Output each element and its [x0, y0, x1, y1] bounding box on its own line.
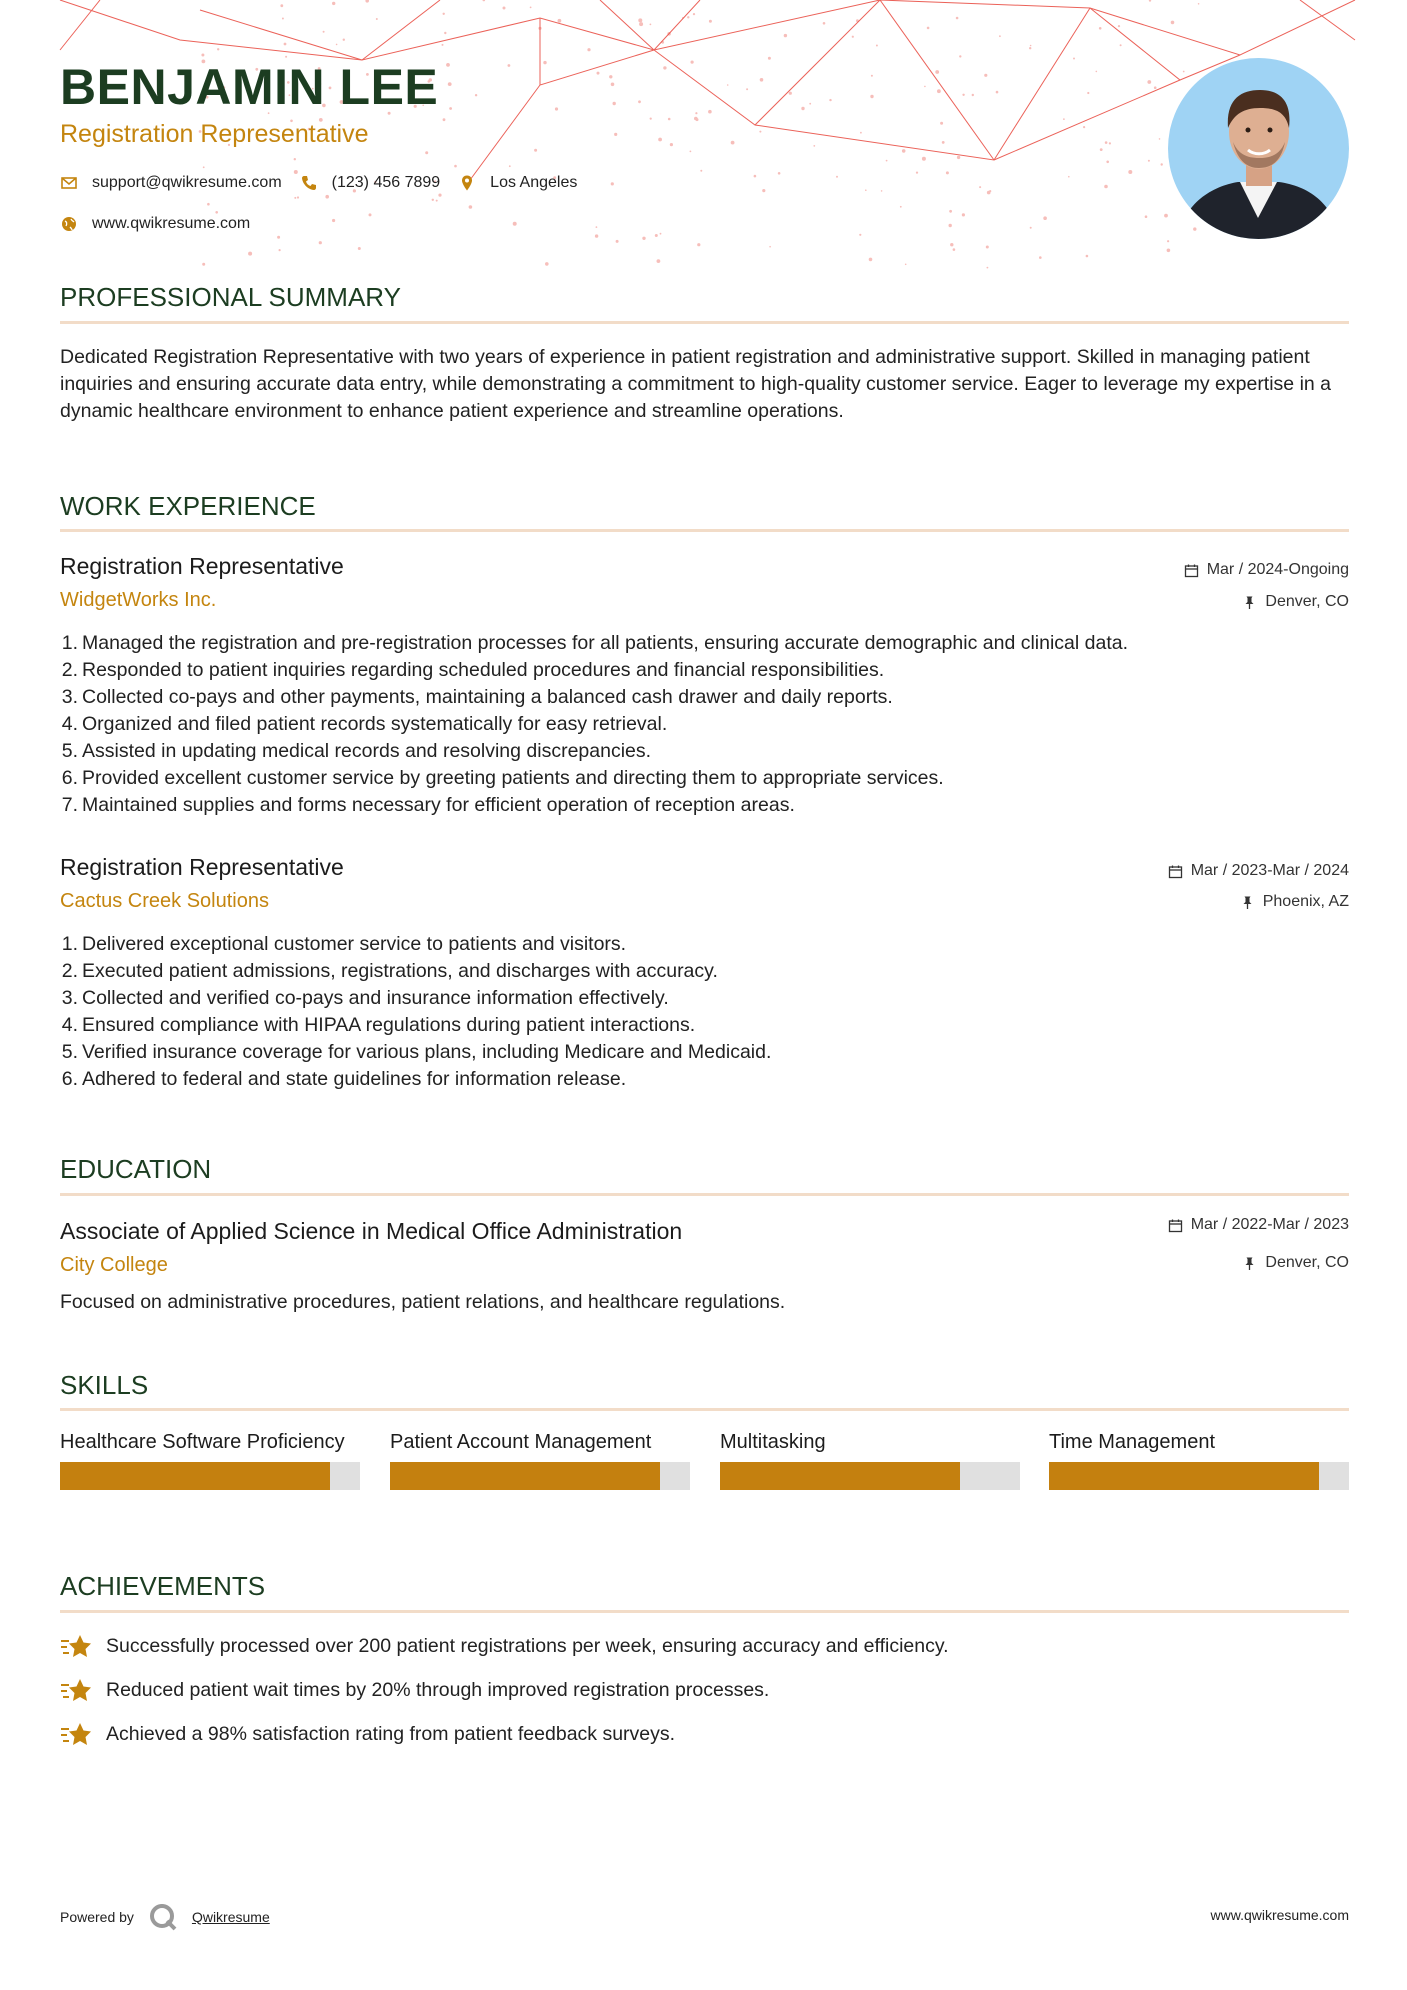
section-divider	[60, 1408, 1349, 1411]
skill-bar-fill	[720, 1462, 960, 1490]
section-divider	[60, 1610, 1349, 1613]
job-title: Registration Representative	[60, 854, 344, 880]
summary-text: Dedicated Registration Representative with two years of experience in patient registration and administrative support. Skilled in managing patient inquiries and ensuring accurate data entry, while demonstrating a commitment to high-quality customer service. Eager to leverage my expertise in a dynamic healthcare environment to enhance patient experience and streamline operations.	[60, 346, 1332, 422]
skill-name: Multitasking	[720, 1431, 826, 1453]
summary-heading: PROFESSIONAL SUMMARY	[60, 282, 401, 312]
website-link[interactable]: www.qwikresume.com	[92, 215, 251, 232]
qwikresume-logo-icon	[148, 1902, 178, 1932]
bullet-number: 4.	[61, 713, 78, 735]
skill-bar	[1049, 1462, 1349, 1490]
education-location-text: Denver, CO	[1265, 1254, 1349, 1271]
bullet-number: 5.	[61, 1041, 78, 1063]
calendar-icon	[1184, 563, 1199, 578]
education-location	[1242, 1254, 1349, 1272]
job-location-text: Phoenix, AZ	[1262, 893, 1349, 910]
job-dates-text: Mar / 2023-Mar / 2024	[1190, 862, 1349, 879]
bullet-item	[50, 765, 1350, 792]
bullet-text: Managed the registration and pre-registration processes for all patients, ensuring accurate demographic and clinical data.	[82, 632, 1129, 654]
powered-by-label: Powered by	[60, 1909, 134, 1925]
skill-name: Time Management	[1049, 1431, 1215, 1453]
bullet-item	[50, 684, 1350, 711]
bullet-item	[50, 931, 1350, 958]
company-name: WidgetWorks Inc.	[60, 589, 217, 611]
bullet-number: 7.	[61, 794, 78, 816]
skill-item	[1049, 1429, 1349, 1490]
bullet-item	[50, 630, 1350, 657]
bullet-number: 1.	[61, 933, 78, 955]
bullet-number: 3.	[61, 987, 78, 1009]
education-dates-text: Mar / 2022-Mar / 2023	[1190, 1216, 1349, 1233]
skill-name: Healthcare Software Proficiency	[60, 1431, 345, 1453]
job-title: Registration Representative	[60, 553, 344, 579]
candidate-name: BENJAMIN LEE	[60, 59, 439, 115]
company-name: Cactus Creek Solutions	[60, 890, 269, 912]
achievement-text: Reduced patient wait times by 20% through improved registration processes.	[106, 1678, 770, 1701]
bullet-number: 5.	[61, 740, 78, 762]
bullet-text: Collected and verified co-pays and insurance information effectively.	[82, 987, 669, 1009]
bullet-text: Verified insurance coverage for various plans, including Medicare and Medicaid.	[82, 1041, 772, 1063]
bullet-text: Responded to patient inquiries regarding scheduled procedures and financial responsibilities.	[82, 659, 885, 681]
qwikresume-brand-link[interactable]: Qwikresume	[191, 1909, 270, 1925]
bullet-text: Adhered to federal and state guidelines for information release.	[82, 1068, 627, 1090]
skill-bar-fill	[60, 1462, 330, 1490]
bullet-number: 2.	[61, 659, 78, 681]
bullet-item	[50, 1012, 1350, 1039]
bullet-item	[50, 958, 1350, 985]
education-dates	[1168, 1216, 1349, 1234]
bullet-number: 1.	[61, 632, 78, 654]
location-text: Los Angeles	[490, 174, 578, 191]
bullet-text: Organized and filed patient records systematically for easy retrieval.	[82, 713, 668, 735]
candidate-role: Registration Representative	[60, 120, 369, 148]
degree-title: Associate of Applied Science in Medical Office Administration	[60, 1218, 683, 1244]
skill-bar	[60, 1462, 360, 1490]
footer-website-link[interactable]: www.qwikresume.com	[1210, 1907, 1349, 1923]
pushpin-icon	[1242, 1256, 1257, 1271]
skill-item	[720, 1429, 1020, 1490]
bullet-number: 3.	[61, 686, 78, 708]
bullet-text: Delivered exceptional customer service to patients and visitors.	[82, 933, 627, 955]
bullet-item	[50, 738, 1350, 765]
globe-icon	[60, 215, 78, 233]
skill-bar	[390, 1462, 690, 1490]
skill-item	[60, 1429, 360, 1490]
education-heading: EDUCATION	[60, 1154, 212, 1184]
bullet-item	[50, 657, 1350, 684]
bullet-text: Executed patient admissions, registrations, and discharges with accuracy.	[82, 960, 718, 982]
bullet-number: 4.	[61, 1014, 78, 1036]
skills-heading: SKILLS	[60, 1370, 149, 1400]
skill-bar-fill	[1049, 1462, 1319, 1490]
bullet-number: 2.	[61, 960, 78, 982]
calendar-icon	[1168, 864, 1183, 879]
envelope-icon	[60, 174, 78, 192]
achievement-item	[60, 1632, 949, 1660]
section-divider	[60, 1193, 1349, 1196]
skill-name: Patient Account Management	[390, 1431, 652, 1453]
bullet-text: Assisted in updating medical records and resolving discrepancies.	[82, 740, 652, 762]
profile-photo	[1168, 58, 1349, 239]
skill-item	[390, 1429, 690, 1490]
experience-heading: WORK EXPERIENCE	[60, 491, 316, 521]
bullet-item	[50, 792, 1350, 819]
education-description: Focused on administrative procedures, patient relations, and healthcare regulations.	[60, 1291, 786, 1313]
footer-powered-by	[60, 1902, 270, 1932]
achievement-item	[60, 1676, 769, 1704]
job-dates-text: Mar / 2024-Ongoing	[1206, 561, 1349, 578]
achievement-text: Successfully processed over 200 patient registrations per week, ensuring accuracy and efficiency.	[106, 1634, 949, 1657]
job-location	[1242, 593, 1349, 611]
job-location-text: Denver, CO	[1265, 593, 1349, 610]
achievement-item	[60, 1720, 675, 1748]
email-link[interactable]: support@qwikresume.com	[92, 174, 282, 191]
section-divider	[60, 529, 1349, 532]
school-name: City College	[60, 1254, 168, 1276]
phone-number[interactable]: (123) 456 7899	[331, 174, 441, 191]
skill-bar	[720, 1462, 1020, 1490]
job-location	[1240, 893, 1349, 911]
bullet-item	[50, 1039, 1350, 1066]
star-icon	[60, 1676, 92, 1704]
pushpin-icon	[1240, 895, 1255, 910]
star-icon	[60, 1720, 92, 1748]
star-icon	[60, 1632, 92, 1660]
website-row	[60, 215, 268, 233]
pushpin-icon	[1242, 595, 1257, 610]
bullet-item	[50, 1066, 1350, 1093]
bullet-item	[50, 985, 1350, 1012]
bullet-text: Maintained supplies and forms necessary for efficient operation of reception areas.	[82, 794, 795, 816]
skill-bar-fill	[390, 1462, 660, 1490]
bullet-text: Ensured compliance with HIPAA regulations during patient interactions.	[82, 1014, 696, 1036]
job-dates	[1168, 862, 1349, 880]
bullet-item	[50, 711, 1350, 738]
map-pin-icon	[458, 174, 476, 192]
phone-icon	[300, 174, 318, 192]
job-bullets	[50, 931, 1350, 1093]
bullet-number: 6.	[61, 767, 78, 789]
bullet-text: Collected co-pays and other payments, maintaining a balanced cash drawer and daily reports.	[82, 686, 893, 708]
job-bullets	[50, 630, 1350, 819]
achievements-heading: ACHIEVEMENTS	[60, 1571, 266, 1601]
job-dates	[1184, 561, 1349, 579]
contact-row	[60, 174, 595, 192]
bullet-number: 6.	[61, 1068, 78, 1090]
section-divider	[60, 321, 1349, 324]
achievement-text: Achieved a 98% satisfaction rating from patient feedback surveys.	[106, 1722, 676, 1745]
calendar-icon	[1168, 1218, 1183, 1233]
bullet-text: Provided excellent customer service by greeting patients and directing them to appropriate services.	[82, 767, 944, 789]
